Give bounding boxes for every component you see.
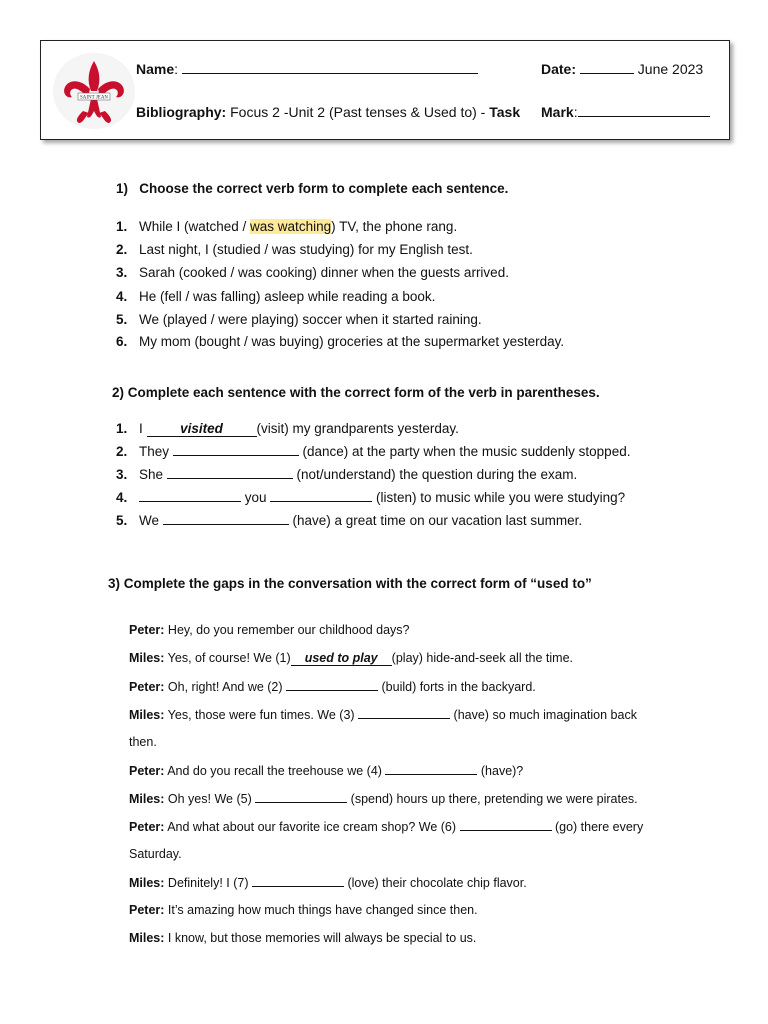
s1-item-6: 6. My mom (bought / was buying) groceries at the supermarket yesterday. — [116, 334, 565, 349]
svg-text:SAINT JEAN: SAINT JEAN — [79, 95, 109, 101]
answer-blank[interactable] — [139, 490, 241, 502]
header-box — [40, 40, 730, 140]
s1-item-1: 1. While I (watched / was watching) TV, the phone rang. — [116, 219, 458, 234]
answer-blank[interactable] — [173, 444, 299, 456]
name-label: Name — [136, 61, 175, 77]
dialogue-line-11: Peter: It’s amazing how much things have changed since then. — [129, 903, 478, 917]
date-value: June 2023 — [637, 61, 704, 77]
fleur-de-lis-icon — [53, 53, 135, 129]
s1-item-2: 2. Last night, I (studied / was studying) for my English test. — [116, 242, 473, 257]
dialogue-line-1: Peter: Hey, do you remember our childhood days? — [129, 623, 410, 637]
dialogue-line-10: Miles: Definitely! I (7) (love) their chocolate chip flavor. — [129, 876, 527, 890]
s2-item-3: 3. She (not/understand) the question during the exam. — [116, 467, 578, 482]
dialogue-line-3: Peter: Oh, right! And we (2) (build) forts in the backyard. — [129, 680, 536, 694]
s2-item-1: 1. I visited (visit) my grandparents yesterday. — [116, 421, 459, 436]
answer-blank[interactable] — [286, 679, 378, 691]
name-field[interactable]: Name: — [136, 61, 478, 77]
mark-label: Mark — [541, 104, 574, 120]
dialogue-line-6: Peter: And do you recall the treehouse we (4) (have)? — [129, 764, 524, 778]
dialogue-line-4: Miles: Yes, those were fun times. We (3) (have) so much imagination back — [129, 708, 637, 722]
s2-item-4: 4. you (listen) to music while you were studying? — [116, 490, 626, 505]
school-logo — [53, 53, 135, 129]
s1-item-4: 4. He (fell / was falling) asleep while reading a book. — [116, 289, 436, 304]
answer-blank[interactable]: used to play — [291, 651, 392, 666]
section1-title: 1) Choose the correct verb form to complete each sentence. — [116, 181, 509, 196]
s2-item-5: 5. We (have) a great time on our vacation last summer. — [116, 513, 583, 528]
answer-blank[interactable] — [163, 513, 289, 525]
dialogue-line-7: Miles: Oh yes! We (5) (spend) hours up there, pretending we were pirates. — [129, 792, 638, 806]
section2-title: 2) Complete each sentence with the correct form of the verb in parentheses. — [112, 385, 600, 400]
date-field[interactable] — [541, 61, 703, 77]
answer-blank[interactable] — [167, 467, 293, 479]
date-label: Date: — [541, 61, 577, 77]
dialogue-line-8: Peter: And what about our favorite ice cream shop? We (6) (go) there every — [129, 820, 644, 834]
dialogue-line-2: Miles: Yes, of course! We (1) used to play (play) hide-and-seek all the time. — [129, 651, 574, 665]
answer-blank[interactable] — [255, 791, 347, 803]
answer-blank[interactable]: visited — [147, 421, 257, 437]
s1-item-3: 3. Sarah (cooked / was cooking) dinner when the guests arrived. — [116, 265, 509, 280]
name-line[interactable] — [182, 61, 478, 74]
answer-blank[interactable] — [358, 707, 450, 719]
dialogue-line-5: then. — [129, 735, 157, 749]
date-line[interactable] — [580, 61, 634, 74]
answer-blank[interactable] — [385, 763, 477, 775]
section3-title: 3) Complete the gaps in the conversation with the correct form of “used to” — [108, 576, 592, 591]
dialogue-line-9: Saturday. — [129, 847, 182, 861]
mark-field[interactable]: Mark: — [541, 104, 710, 120]
bibliography-field — [136, 104, 520, 120]
task-label: Task — [489, 104, 521, 120]
answer-blank[interactable] — [270, 490, 372, 502]
bibliography-label: Bibliography: — [136, 104, 227, 120]
answer-blank[interactable] — [252, 875, 344, 887]
s2-item-2: 2. They (dance) at the party when the music suddenly stopped. — [116, 444, 631, 459]
mark-line[interactable] — [578, 104, 710, 117]
highlighted-answer: was watching — [250, 219, 332, 234]
s1-item-5: 5. We (played / were playing) soccer when it started raining. — [116, 312, 482, 327]
dialogue-line-12: Miles: I know, but those memories will always be special to us. — [129, 931, 477, 945]
answer-blank[interactable] — [460, 819, 552, 831]
bibliography-value: Focus 2 -Unit 2 (Past tenses & Used to) - — [230, 104, 486, 120]
